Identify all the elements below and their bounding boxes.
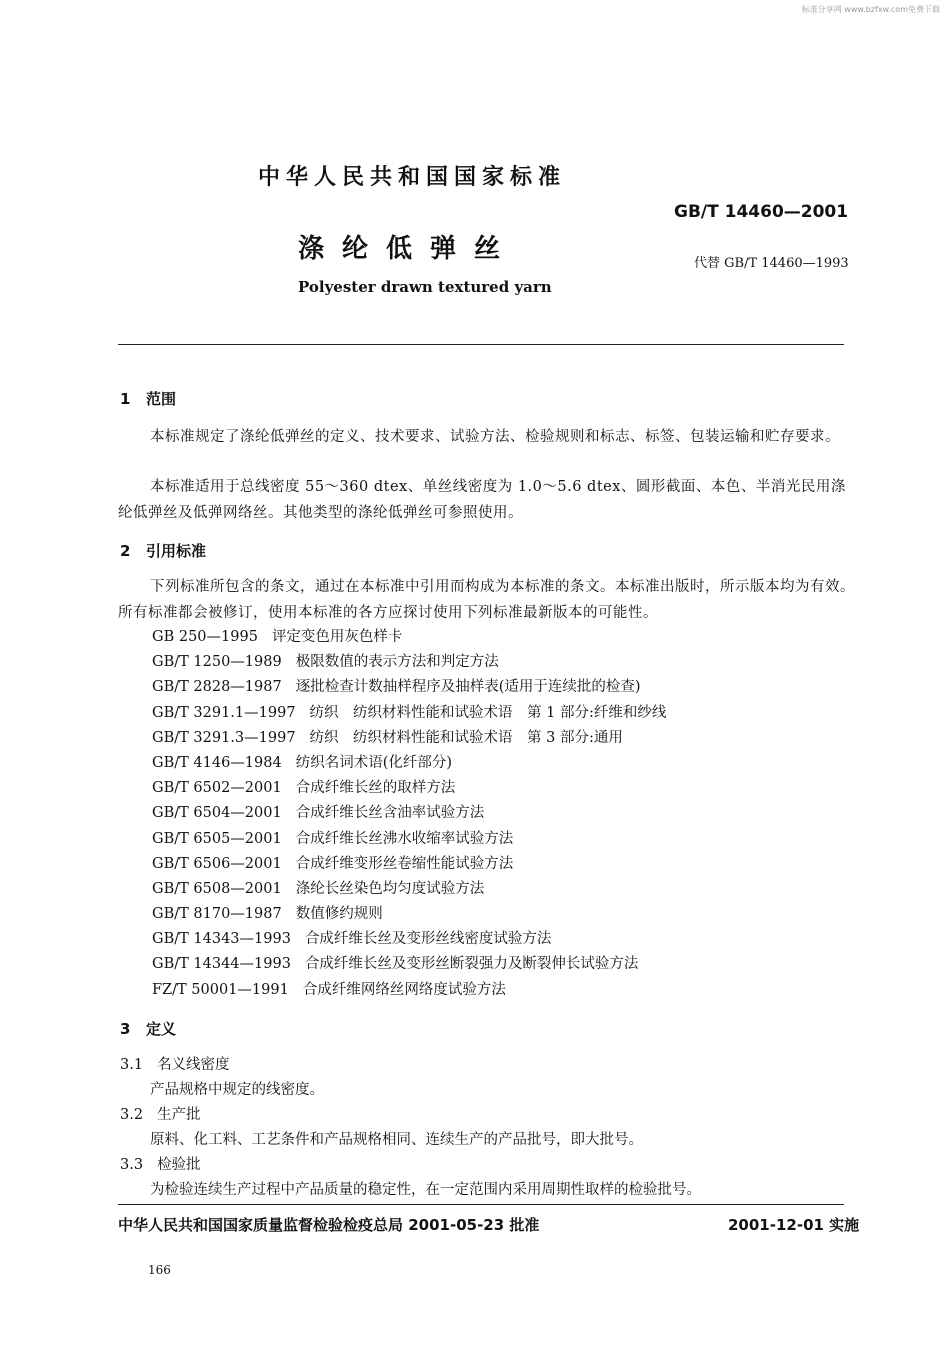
section-number: 3 [120, 1020, 131, 1038]
definition-number: 3.1 [120, 1057, 144, 1073]
section-1-paragraph-1: 本标准规定了涤纶低弹丝的定义、技术要求、试验方法、检验规则和标志、标签、包装运输和贮存要求。 [150, 429, 840, 445]
footer-divider [118, 1204, 844, 1205]
reference-code: GB/T 6508—2001 [152, 880, 282, 897]
reference-title: 极限数值的表示方法和判定方法 [295, 654, 499, 671]
section-2-paragraph-1: 下列标准所包含的条文，通过在本标准中引用而构成为本标准的条文。本标准出版时，所示版本均为有效。所有标准都会被修订，使用本标准的各方应探讨使用下列标准最新版本的可能性。 [118, 579, 855, 621]
reference-code: GB/T 6505—2001 [152, 830, 282, 847]
reference-title: 涤纶长丝染色均匀度试验方法 [295, 880, 485, 897]
reference-code: GB/T 3291.1—1997 [152, 704, 296, 721]
definition-heading [120, 1054, 230, 1076]
list-item [152, 978, 666, 1003]
reference-code: FZ/T 50001—1991 [152, 981, 289, 998]
list-item [152, 650, 666, 675]
definition-heading [120, 1154, 201, 1176]
reference-title: 合成纤维长丝含油率试验方法 [295, 805, 485, 822]
replaces-note: 代替 GB/T 14460—1993 [694, 256, 849, 271]
reference-code: GB/T 8170—1987 [152, 906, 282, 923]
section-1-paragraph-2: 本标准适用于总线密度 55～360 dtex、单丝线密度为 1.0～5.6 dtex、圆形截面、本色、半消光民用涤纶低弹丝及低弹网络丝。其他类型的涤纶低弹丝可参照使用。 [118, 479, 846, 521]
reference-code: GB/T 6502—2001 [152, 780, 282, 797]
section-3-heading [120, 1018, 176, 1039]
section-title: 范围 [146, 390, 177, 408]
reference-title: 合成纤维网络丝网络度试验方法 [302, 981, 506, 998]
reference-title: 纺织 纺织材料性能和试验术语 第 3 部分:通用 [309, 729, 623, 746]
english-title: Polyester drawn textured yarn [298, 278, 552, 296]
list-item [152, 877, 666, 902]
reference-title: 纺织名词术语(化纤部分) [295, 754, 453, 771]
reference-code: GB/T 4146—1984 [152, 754, 282, 771]
reference-code: GB/T 14343—1993 [152, 931, 291, 948]
reference-code: GB/T 6506—2001 [152, 855, 282, 872]
reference-title: 纺织 纺织材料性能和试验术语 第 1 部分:纤维和纱线 [309, 704, 667, 721]
definition-heading [120, 1104, 201, 1126]
reference-title: 数值修约规则 [295, 906, 383, 923]
definition-text: 产品规格中规定的线密度。 [150, 1082, 324, 1098]
section-2-heading [120, 540, 206, 561]
list-item [152, 776, 666, 801]
section-number: 2 [120, 542, 131, 560]
reference-title: 合成纤维长丝的取样方法 [295, 780, 456, 797]
implementation-date: 2001-12-01 实施 [728, 1216, 860, 1234]
reference-title: 逐批检查计数抽样程序及抽样表(适用于连续批的检查) [295, 679, 641, 696]
definition-term: 名义线密度 [157, 1057, 230, 1073]
section-number: 1 [120, 390, 131, 408]
reference-code: GB/T 6504—2001 [152, 805, 282, 822]
reference-code: GB/T 14344—1993 [152, 956, 291, 973]
chinese-title: 涤纶低弹丝 [298, 234, 519, 264]
reference-list [152, 625, 666, 1003]
list-item [152, 751, 666, 776]
standard-code: GB/T 14460—2001 [674, 202, 849, 222]
header-divider [118, 344, 844, 345]
reference-title: 合成纤维长丝及变形丝线密度试验方法 [304, 931, 552, 948]
section-1-heading [120, 388, 176, 409]
watermark: 标准分享网 www.bzfxw.com免费下载 [801, 5, 940, 14]
list-item [152, 852, 666, 877]
reference-code: GB/T 1250—1989 [152, 654, 282, 671]
list-item [152, 902, 666, 927]
definition-term: 生产批 [157, 1107, 201, 1123]
reference-title: 合成纤维长丝沸水收缩率试验方法 [295, 830, 514, 847]
reference-code: GB/T 3291.3—1997 [152, 729, 296, 746]
definition-text: 为检验连续生产过程中产品质量的稳定性，在一定范围内采用周期性取样的检验批号。 [150, 1182, 701, 1198]
page-number: 166 [148, 1263, 171, 1277]
reference-title: 合成纤维变形丝卷缩性能试验方法 [295, 855, 514, 872]
list-item [152, 675, 666, 700]
list-item [152, 801, 666, 826]
list-item [152, 952, 666, 977]
definition-number: 3.2 [120, 1107, 144, 1123]
standard-title: 中华人民共和国国家标准 [258, 165, 567, 190]
list-item [152, 625, 666, 650]
approval-statement: 中华人民共和国国家质量监督检验检疫总局 2001-05-23 批准 [118, 1216, 540, 1234]
definition-term: 检验批 [157, 1157, 201, 1173]
list-item [152, 927, 666, 952]
list-item [152, 827, 666, 852]
reference-code: GB 250—1995 [152, 629, 258, 645]
reference-title: 合成纤维长丝及变形丝断裂强力及断裂伸长试验方法 [304, 956, 639, 973]
section-title: 引用标准 [146, 542, 207, 560]
list-item [152, 701, 666, 726]
definition-text: 原料、化工料、工艺条件和产品规格相同、连续生产的产品批号，即大批号。 [150, 1132, 643, 1148]
section-title: 定义 [146, 1020, 177, 1038]
reference-title: 评定变色用灰色样卡 [271, 629, 403, 645]
reference-code: GB/T 2828—1987 [152, 679, 282, 696]
definition-number: 3.3 [120, 1157, 144, 1173]
list-item [152, 726, 666, 751]
